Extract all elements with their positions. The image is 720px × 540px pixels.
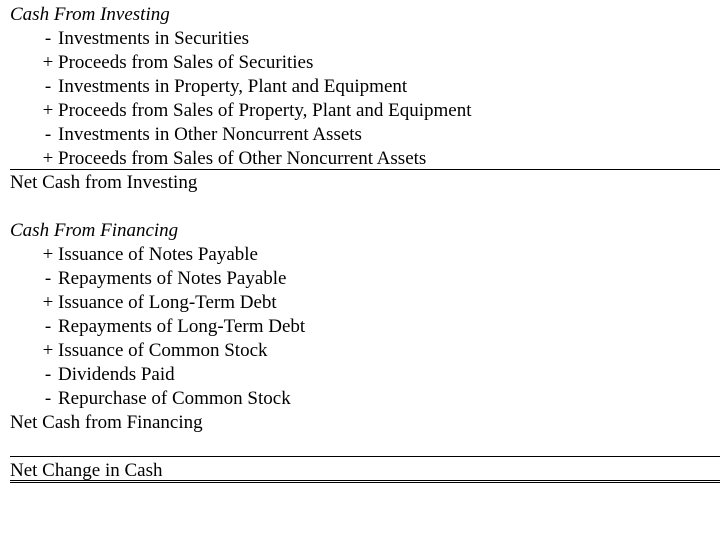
financing-line-item [40,316,700,338]
line-item-label: Investments in Other Noncurrent Assets [58,124,362,145]
sign-marker: + [42,52,54,73]
investing-line-item [40,52,700,74]
line-item-label: Repayments of Long-Term Debt [58,316,306,337]
financing-total-label: Net Cash from Financing [10,412,203,433]
line-item-label: Issuance of Long-Term Debt [58,292,277,313]
investing-subtotal-rule [10,169,720,170]
financing-line-item [40,292,700,314]
sign-marker: - [44,388,52,409]
line-item-label: Dividends Paid [58,364,175,385]
financing-line-item [40,340,700,362]
financing-line-item [40,388,700,410]
line-item-label: Investments in Property, Plant and Equipment [58,76,408,97]
sign-marker: - [44,28,52,49]
investing-line-item [40,124,700,146]
line-item-label: Proceeds from Sales of Other Noncurrent Assets [58,148,427,169]
financing-line-item [40,268,700,290]
line-item-label: Issuance of Common Stock [58,340,268,361]
investing-total-label: Net Cash from Investing [10,172,198,193]
sign-marker: + [42,148,54,169]
investing-line-item [40,28,700,50]
net-change-label: Net Change in Cash [10,460,163,481]
line-item-label: Proceeds from Sales of Property, Plant and Equipment [58,100,472,121]
financing-heading: Cash From Financing [10,220,179,241]
line-item-label: Repayments of Notes Payable [58,268,287,289]
sign-marker: - [44,316,52,337]
financing-line-item [40,364,700,386]
sign-marker: - [44,364,52,385]
sign-marker: - [44,76,52,97]
line-item-label: Issuance of Notes Payable [58,244,258,265]
investing-line-item [40,100,700,122]
investing-heading: Cash From Investing [10,4,170,25]
investing-line-item [40,76,700,98]
net-change-top-rule [10,456,720,457]
line-item-label: Repurchase of Common Stock [58,388,291,409]
net-change-double-rule [10,480,720,483]
sign-marker: + [42,292,54,313]
sign-marker: + [42,244,54,265]
investing-line-item [40,148,700,170]
financing-line-item [40,244,700,266]
sign-marker: - [44,124,52,145]
sign-marker: + [42,100,54,121]
line-item-label: Proceeds from Sales of Securities [58,52,314,73]
sign-marker: + [42,340,54,361]
line-item-label: Investments in Securities [58,28,250,49]
sign-marker: - [44,268,52,289]
